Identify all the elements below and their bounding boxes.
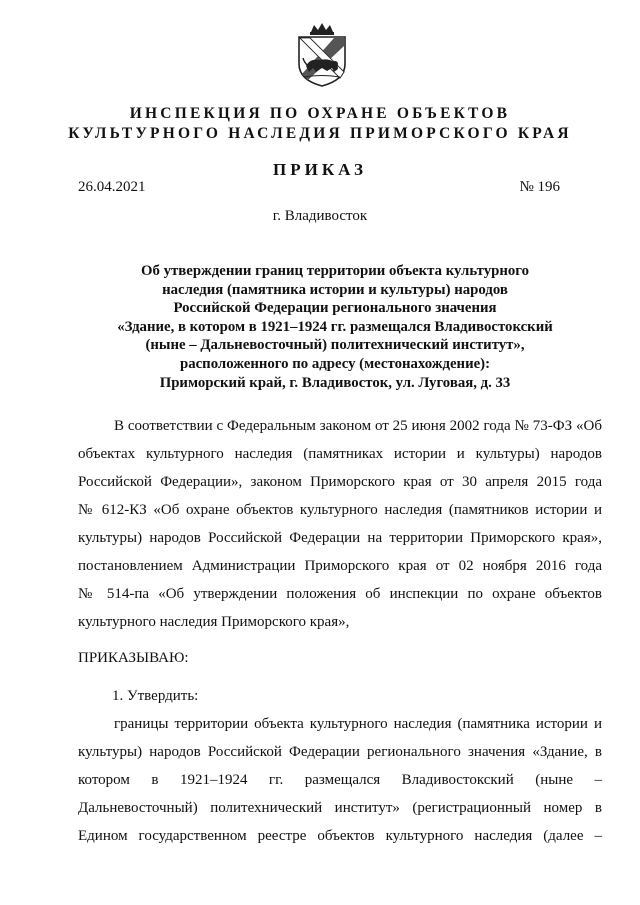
- subject-line: Приморский край, г. Владивосток, ул. Луговая, д. 33: [159, 374, 511, 391]
- order-item-1-line: границы территории объекта культурного наследия (памятника истории и: [114, 716, 602, 732]
- order-item-1-line: котором в 1921–1924 гг. размещался Владивостокский (ныне –: [78, 772, 602, 788]
- preamble-line: культуры) народов Российской Федерации на территории Приморского края»,: [78, 530, 602, 546]
- preamble-line: постановлением Администрации Приморского края от 02 ноября 2016 года: [78, 558, 602, 574]
- preamble-line: № 514-па «Об утверждении положения об инспекции по охране объектов: [78, 586, 602, 602]
- order-item-1-line: Едином государственном реестре объектов культурного наследия (далее –: [78, 828, 602, 844]
- order-item-1-line: Дальневосточный) политехнический институт» (регистрационный номер в: [78, 800, 602, 816]
- subject-line: Российской Федерации регионального значения: [173, 300, 497, 317]
- order-heading: ПРИКАЗЫВАЮ:: [78, 650, 189, 666]
- document-city: г. Владивосток: [272, 208, 368, 224]
- subject-line: «Здание, в котором в 1921–1924 гг. размещался Владивостокский: [117, 318, 553, 335]
- preamble-line: В соответствии с Федеральным законом от 25 июня 2002 года № 73-ФЗ «Об: [114, 418, 602, 434]
- preamble-line: № 612-КЗ «Об охране объектов культурного наследия (памятников истории и: [78, 502, 602, 518]
- subject-line: расположенного по адресу (местонахождение):: [179, 355, 491, 372]
- document-number: № 196: [519, 179, 560, 195]
- organization-name-line-1: ИНСПЕКЦИЯ ПО ОХРАНЕ ОБЪЕКТОВ: [129, 105, 511, 122]
- organization-name-line-2: КУЛЬТУРНОГО НАСЛЕДИЯ ПРИМОРСКОГО КРАЯ: [68, 125, 572, 142]
- order-item-1-line: культуры) народов Российской Федерации регионального значения «Здание, в: [78, 744, 602, 760]
- document-subject: [100, 262, 570, 392]
- subject-line: наследия (памятника истории и культуры) народов: [162, 281, 508, 298]
- document-type: ПРИКАЗ: [273, 160, 367, 179]
- order-item-1-title: 1. Утвердить:: [112, 688, 199, 704]
- preamble-line: Российской Федерации», законом Приморского края от 30 апреля 2015 года: [78, 474, 602, 490]
- primorsky-krai-coat-of-arms-icon: [294, 22, 350, 88]
- document-date: 26.04.2021: [78, 179, 146, 195]
- preamble-line: культурного наследия Приморского края»,: [78, 614, 350, 630]
- preamble-line: объектах культурного наследия (памятниках истории и культуры) народов: [78, 446, 602, 462]
- subject-line: (ныне – Дальневосточный) политехнический институт»,: [145, 337, 525, 354]
- subject-line: Об утверждении границ территории объекта культурного: [141, 263, 529, 279]
